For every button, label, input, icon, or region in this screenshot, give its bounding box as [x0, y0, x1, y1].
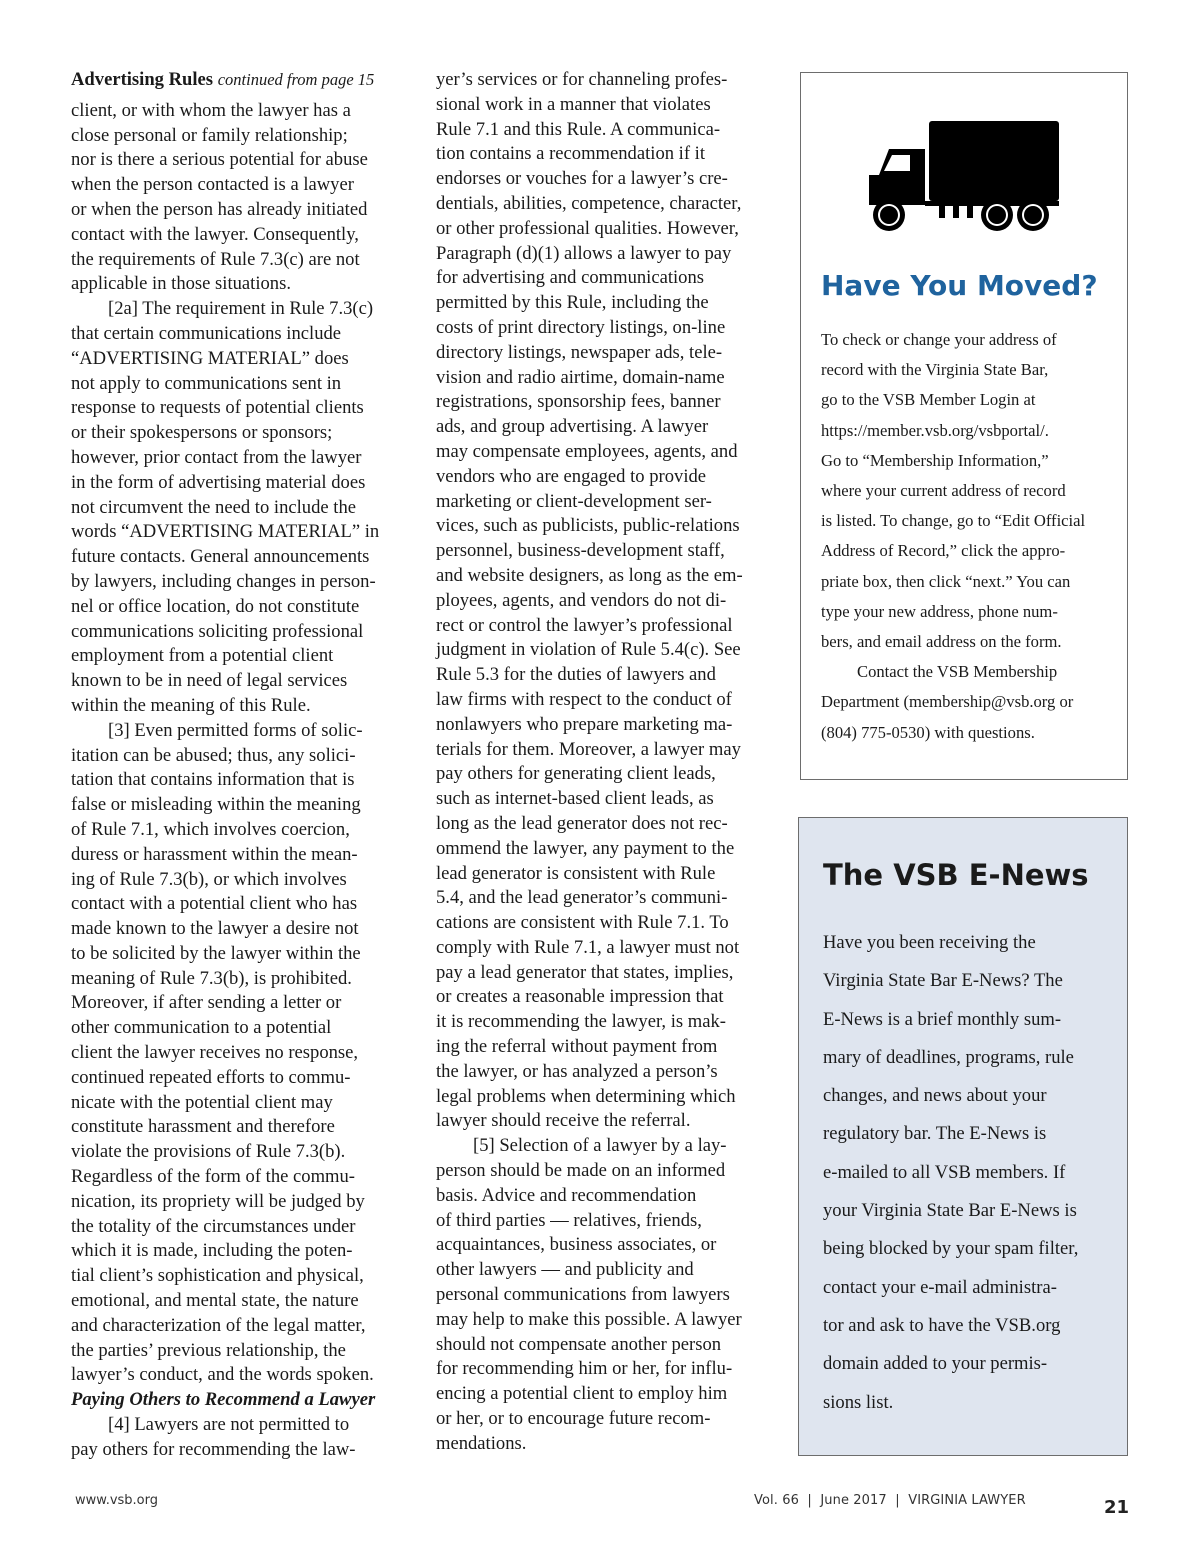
text-line: that certain communications include — [71, 322, 342, 344]
moved-box-body — [821, 325, 1121, 748]
paragraph — [436, 1134, 771, 1456]
text-line: continued repeated efforts to commu- — [71, 1066, 351, 1088]
text-line: “ADVERTISING MATERIAL” does — [71, 347, 349, 369]
text-line: future contacts. General announcements — [71, 546, 370, 568]
text-line: [3] Even permitted forms of solic- — [108, 719, 363, 741]
text-line: nication, its propriety will be judged by — [71, 1190, 365, 1212]
text-line: lawyer should receive the referral. — [436, 1110, 691, 1132]
text-line: close personal or family relationship; — [71, 124, 348, 146]
moved-box-line: is listed. To change, go to “Edit Official — [821, 511, 1086, 531]
text-line: 5.4, and the lead generator’s communi- — [436, 887, 728, 909]
text-line: person should be made on an informed — [436, 1160, 726, 1182]
enews-box-line: sions list. — [823, 1391, 894, 1413]
subheading: Paying Others to Recommend a Lawyer — [71, 1389, 376, 1411]
text-line: to be solicited by the lawyer within the — [71, 942, 361, 964]
text-line: known to be in need of legal services — [71, 670, 348, 692]
text-line: long as the lead generator does not rec- — [436, 812, 728, 834]
text-line: contact with the lawyer. Consequently, — [71, 223, 359, 245]
moved-box-contact-line: (804) 775-0530) with questions. — [821, 722, 1035, 742]
text-line: terials for them. Moreover, a lawyer may — [436, 738, 741, 760]
text-line: duress or harassment within the mean- — [71, 843, 358, 865]
text-line: or their spokespersons or sponsors; — [71, 422, 333, 444]
enews-box-line: tor and ask to have the VSB.org — [823, 1314, 1061, 1336]
text-line: by lawyers, including changes in person- — [71, 570, 376, 592]
text-line: ing of Rule 7.3(b), or which involves — [71, 868, 347, 890]
text-line: personnel, business-development staff, — [436, 540, 725, 562]
article-column-2 — [436, 68, 771, 1457]
text-line: contact with a potential client who has — [71, 893, 358, 915]
moved-box-line: where your current address of record — [821, 481, 1066, 501]
text-line: marketing or client-development ser- — [436, 490, 712, 512]
moved-box-line: type your new address, phone num- — [821, 601, 1058, 621]
text-line: directory listings, newspaper ads, tele- — [436, 341, 723, 363]
text-line: judgment in violation of Rule 5.4(c). See — [436, 639, 741, 661]
text-line: Paragraph (d)(1) allows a lawyer to pay — [436, 242, 732, 264]
text-line: nonlawyers who prepare marketing ma- — [436, 713, 733, 735]
truck-icon — [865, 119, 1065, 231]
text-line: the lawyer, or has analyzed a person’s — [436, 1060, 718, 1082]
text-line: for advertising and communications — [436, 267, 704, 289]
running-head-title: Advertising Rules — [71, 69, 214, 90]
text-line: yer’s services or for channeling profes- — [436, 69, 728, 90]
text-line: [5] Selection of a lawyer by a lay- — [473, 1135, 727, 1157]
text-line: mendations. — [436, 1432, 527, 1454]
text-line: and characterization of the legal matter, — [71, 1314, 366, 1336]
text-line: lawyer’s conduct, and the words spoken. — [71, 1364, 374, 1386]
text-line: ommend the lawyer, any payment to the — [436, 837, 735, 859]
text-line: violate the provisions of Rule 7.3(b). — [71, 1141, 346, 1163]
text-line: encing a potential client to employ him — [436, 1383, 728, 1405]
text-line: or creates a reasonable impression that — [436, 986, 724, 1008]
enews-box-title: The VSB E-News — [823, 858, 1089, 892]
text-line: employment from a potential client — [71, 645, 334, 667]
column-1-final-paragraph — [71, 1413, 411, 1463]
moved-box-contact-line: Contact the VSB Membership — [857, 662, 1058, 682]
text-line: or when the person has already initiated — [71, 198, 368, 220]
text-line: not circumvent the need to include the — [71, 496, 357, 518]
text-line: itation can be abused; thus, any solici- — [71, 744, 356, 766]
text-line: not apply to communications sent in — [71, 372, 342, 394]
text-line: nel or office location, do not constitute — [71, 595, 360, 617]
paragraph — [436, 68, 771, 1134]
text-line: Rule 5.3 for the duties of lawyers and — [436, 664, 716, 686]
text-line: response to requests of potential clients — [71, 397, 364, 419]
text-line: when the person contacted is a lawyer — [71, 174, 354, 196]
text-line: law firms with respect to the conduct of — [436, 688, 732, 710]
text-line: of third parties — relatives, friends, — [436, 1209, 702, 1231]
moved-box-line: go to the VSB Member Login at — [821, 390, 1036, 410]
moved-box-line: bers, and email address on the form. — [821, 632, 1062, 652]
enews-box-line: e-mailed to all VSB members. If — [823, 1161, 1066, 1183]
text-line: pay a lead generator that states, implies, — [436, 961, 734, 983]
text-line: permitted by this Rule, including the — [436, 292, 709, 314]
text-line: in the form of advertising material does — [71, 471, 366, 493]
text-line: tation that contains information that is — [71, 769, 355, 791]
paragraph — [71, 99, 411, 297]
text-line: Moreover, if after sending a letter or — [71, 992, 342, 1014]
text-line: acquaintances, business associates, or — [436, 1234, 717, 1256]
text-line: meaning of Rule 7.3(b), is prohibited. — [71, 967, 352, 989]
text-line: made known to the lawyer a desire not — [71, 918, 359, 940]
column-1-body — [71, 99, 411, 1388]
text-line: which it is made, including the poten- — [71, 1240, 353, 1262]
enews-box-body — [823, 924, 1123, 1422]
text-line: tial client’s sophistication and physical, — [71, 1265, 364, 1287]
text-line: it is recommending the lawyer, is mak- — [436, 1011, 726, 1033]
text-line: legal problems when determining which — [436, 1085, 736, 1107]
text-line: vision and radio airtime, domain-name — [436, 366, 725, 388]
text-line: of Rule 7.1, which involves coercion, — [71, 818, 350, 840]
text-line: basis. Advice and recommendation — [436, 1184, 697, 1206]
text-line: should not compensate another person — [436, 1333, 722, 1355]
text-line: the requirements of Rule 7.3(c) are not — [71, 248, 360, 270]
enews-box-line: regulatory bar. The E-News is — [823, 1123, 1047, 1145]
enews-box-line: Virginia State Bar E-News? The — [823, 970, 1063, 992]
enews-box-line: changes, and news about your — [823, 1085, 1047, 1107]
moved-box-title: Have You Moved? — [821, 269, 1098, 302]
footer-issue-info — [754, 1493, 1026, 1508]
text-line: nicate with the potential client may — [71, 1091, 333, 1113]
enews-box-line: mary of deadlines, programs, rule — [823, 1046, 1074, 1068]
text-line: may compensate employees, agents, and — [436, 440, 738, 462]
text-line: other communication to a potential — [71, 1017, 332, 1039]
text-line: ing the referral without payment from — [436, 1036, 718, 1058]
text-line: [2a] The requirement in Rule 7.3(c) — [108, 298, 374, 320]
text-line: vices, such as publicists, public-relations — [436, 515, 740, 537]
text-line: emotional, and mental state, the nature — [71, 1290, 359, 1312]
enews-box-line: domain added to your permis- — [823, 1353, 1048, 1375]
text-line: client the lawyer receives no response, — [71, 1042, 359, 1064]
text-line: other lawyers — and publicity and — [436, 1259, 694, 1281]
text-line: Rule 7.1 and this Rule. A communica- — [436, 118, 721, 140]
running-head-continued: continued from page 15 — [217, 70, 375, 89]
text-line: within the meaning of this Rule. — [71, 694, 311, 716]
text-line: pay others for recommending the law- — [71, 1438, 356, 1460]
enews-box-line: contact your e-mail administra- — [823, 1276, 1057, 1298]
text-line: constitute harassment and therefore — [71, 1116, 335, 1138]
text-line: however, prior contact from the lawyer — [71, 446, 362, 468]
text-line: Regardless of the form of the commu- — [71, 1166, 355, 1188]
moved-box-line: To check or change your address of — [821, 330, 1057, 349]
text-line: client, or with whom the lawyer has a — [71, 99, 351, 121]
text-line: cations are consistent with Rule 7.1. To — [436, 912, 729, 934]
enews-box — [798, 817, 1128, 1456]
text-line: pay others for generating client leads, — [436, 763, 716, 785]
text-line: the totality of the circumstances under — [71, 1215, 356, 1237]
text-line: ployees, agents, and vendors do not di- — [436, 589, 727, 611]
text-line: rect or control the lawyer’s professional — [436, 614, 733, 636]
article-column-1 — [71, 68, 411, 1463]
text-line: tion contains a recommendation if it — [436, 143, 706, 165]
text-line: false or misleading within the meaning — [71, 794, 361, 816]
text-line: such as internet-based client leads, as — [436, 788, 714, 810]
text-line: words “ADVERTISING MATERIAL” in — [71, 521, 380, 543]
text-line: ads, and group advertising. A lawyer — [436, 416, 709, 438]
text-line: for recommending him or her, for influ- — [436, 1358, 733, 1380]
moved-box-line: priate box, then click “next.” You can — [821, 571, 1071, 591]
moved-box-line: Address of Record,” click the appro- — [821, 541, 1066, 561]
text-line: communications soliciting professional — [71, 620, 364, 642]
text-line: and website designers, as long as the em- — [436, 564, 743, 586]
text-line: [4] Lawyers are not permitted to — [108, 1414, 350, 1436]
enews-box-line: E-News is a brief monthly sum- — [823, 1008, 1062, 1030]
text-line: registrations, sponsorship fees, banner — [436, 391, 721, 413]
page-number: 21 — [1104, 1497, 1130, 1518]
text-line: sional work in a manner that violates — [436, 93, 711, 115]
text-line: dentials, abilities, competence, character, — [436, 192, 742, 214]
membership-email[interactable]: Department (membership@vsb.org or — [821, 692, 1074, 712]
enews-box-line: Have you been receiving the — [823, 932, 1036, 953]
text-line: personal communications from lawyers — [436, 1284, 730, 1306]
text-line: comply with Rule 7.1, a lawyer must not — [436, 936, 740, 958]
enews-box-line: your Virginia State Bar E-News is — [823, 1200, 1077, 1222]
moved-box-line: Go to “Membership Information,” — [821, 450, 1049, 470]
text-line: or other professional qualities. However, — [436, 217, 739, 239]
running-head — [71, 68, 411, 93]
text-line: costs of print directory listings, on-line — [436, 316, 726, 338]
text-line: may help to make this possible. A lawyer — [436, 1308, 742, 1330]
paragraph — [71, 297, 411, 719]
text-line: lead generator is consistent with Rule — [436, 862, 716, 884]
enews-box-line: being blocked by your spam filter, — [823, 1238, 1079, 1260]
footer-issue-text: Vol. 66 | June 2017 | VIRGINIA LAWYER — [754, 1493, 1026, 1508]
column-2-body — [436, 68, 771, 1457]
moved-box-line: record with the Virginia State Bar, — [821, 360, 1049, 380]
text-line: or her, or to encourage future recom- — [436, 1408, 711, 1430]
paragraph — [71, 719, 411, 1389]
moved-box-line: https://member.vsb.org/vsbportal/. — [821, 420, 1049, 440]
text-line: vendors who are engaged to provide — [436, 465, 707, 487]
footer-website[interactable]: www.vsb.org — [75, 1493, 159, 1508]
text-line: nor is there a serious potential for abuse — [71, 149, 368, 171]
text-line: the parties’ previous relationship, the — [71, 1339, 346, 1361]
text-line: endorses or vouches for a lawyer’s cre- — [436, 168, 728, 190]
have-you-moved-box — [800, 72, 1128, 780]
text-line: applicable in those situations. — [71, 273, 291, 295]
